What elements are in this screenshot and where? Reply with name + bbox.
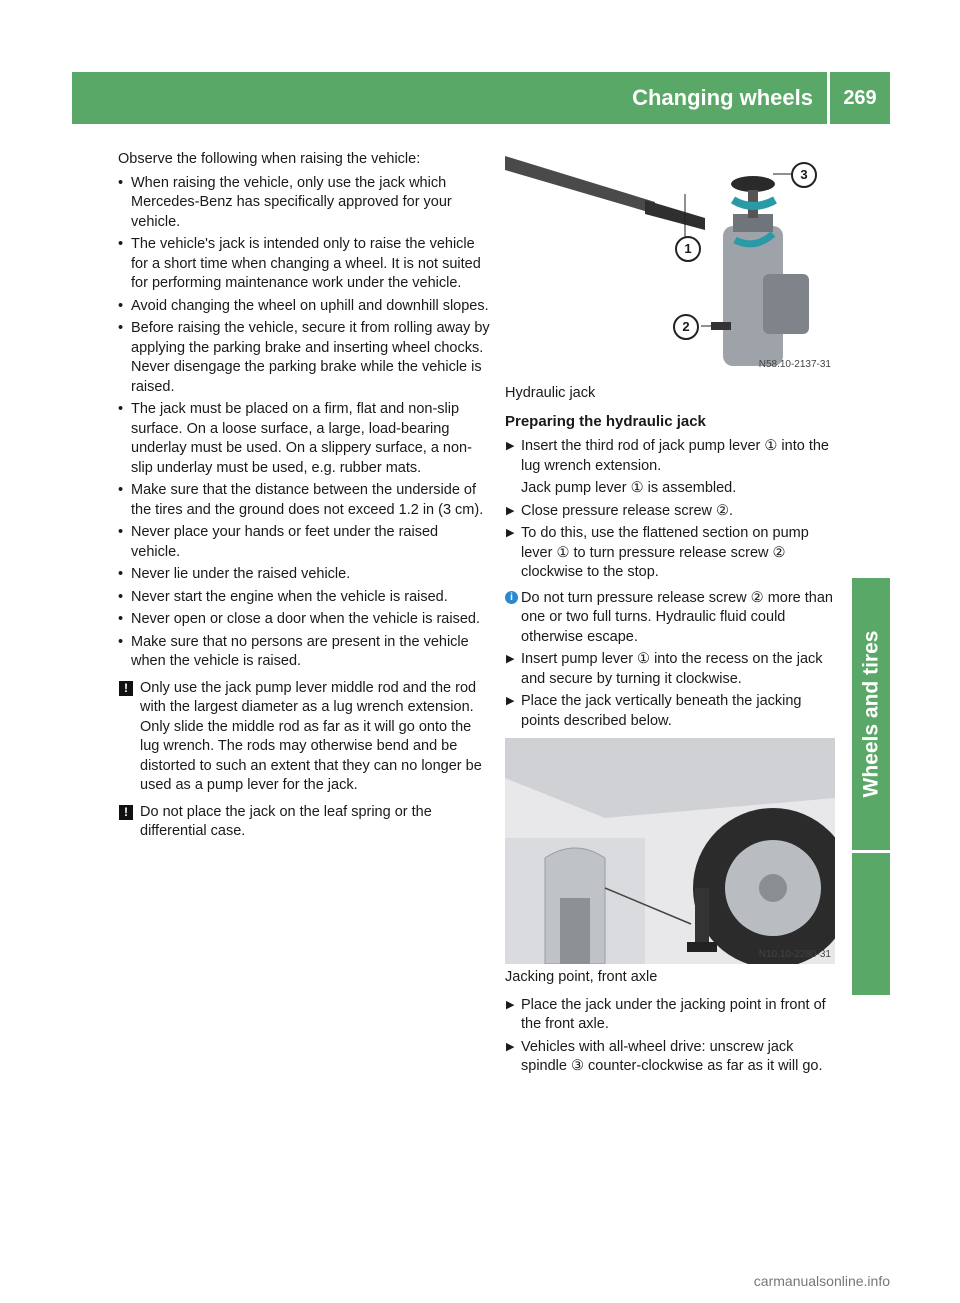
right-column [505,384,835,734]
action-step [505,996,835,1035]
jacking-point-figure [505,738,835,964]
hydraulic-jack-illustration [505,154,835,374]
action-step [505,437,835,476]
action-step [505,524,835,583]
arrow-icon: ▶ [506,998,515,1011]
chapter-tab-label: Wheels and tires [859,630,883,798]
hydraulic-jack-figure [505,154,835,374]
arrow-icon: ▶ [506,695,515,707]
warning-text: Do not place the jack on the leaf spring or the differential case. [140,803,432,839]
page-header [72,72,890,124]
footer-watermark: carmanualsonline.info [753,1273,890,1289]
jacking-point-illustration [505,738,835,964]
list-item: • Never start the engine when the vehicle is raised. [118,588,490,608]
action-step [505,692,835,731]
step-text: To do this, use the flattened section on pump lever ① to turn pressure release screw ② clockwise to the stop. [521,525,809,580]
callout-1: 1 [675,236,701,262]
chapter-tab-marker [852,853,890,995]
warning-note [118,679,490,796]
action-step [505,502,835,522]
section-heading: Preparing the hydraulic jack [505,412,706,430]
intro-text: Observe the following when raising the vehicle: [118,151,421,167]
safety-list [118,174,490,672]
figure-caption: Hydraulic jack [505,385,596,401]
step-text: Close pressure release screw ②. [521,502,734,519]
figure-code: N10.10-2280-31 [758,949,831,960]
callout-2: 2 [673,314,699,340]
figure-code: N58.10-2137-31 [758,359,831,370]
arrow-icon: ▶ [506,653,515,665]
arrow-icon: ▶ [506,1040,515,1053]
list-item: • Avoid changing the wheel on uphill and downhill slopes. [118,297,490,317]
chapter-tab [852,578,890,850]
list-item: • When raising the vehicle, only use the jack which Mercedes-Benz has specifically approved for your vehicle. [118,174,490,233]
info-icon: i [505,591,518,604]
step-text: Vehicles with all-wheel drive: unscrew jack spindle ③ counter-clockwise as far as it will go. [521,1038,823,1074]
left-column [118,150,490,842]
step-text: Insert the third rod of jack pump lever ① into the lug wrench extension. [521,438,829,474]
list-item: • Never place your hands or feet under the raised vehicle. [118,523,490,562]
list-item: • Never open or close a door when the vehicle is raised. [118,610,490,630]
page-number: 269 [843,86,877,109]
warning-icon: ! [119,681,133,696]
warning-icon: ! [119,805,133,820]
arrow-icon: ▶ [506,527,515,539]
figure-caption: Jacking point, front axle [505,969,658,985]
list-item: • Make sure that the distance between the underside of the tires and the ground does not exceed 1.2 in (3 cm). [118,481,490,520]
step-result: Jack pump lever ① is assembled. [521,480,737,496]
action-step [505,650,835,689]
list-item: • The jack must be placed on a firm, flat and non-slip surface. On a loose surface, a large, load-bearing underlay must be used. On a slippery surface, a non-slip underlay must be used, e.g. rubber mats. [118,400,490,478]
step-text: Place the jack under the jacking point in front of the front axle. [521,996,826,1032]
step-text: Insert pump lever ① into the recess on the jack and secure by turning it clockwise. [521,651,823,687]
action-step [505,1038,835,1077]
step-text: Place the jack vertically beneath the jacking points described below. [521,693,802,729]
callout-3: 3 [791,162,817,188]
right-column-lower [505,968,835,1080]
warning-note [118,803,490,842]
warning-text: Only use the jack pump lever middle rod and the rod with the largest diameter as a lug wrench extension. Only slide the middle rod as far as it will go onto the lug wrench. The rods may otherwise bend and be distorted to such an extent that they can no longer be used as a pump lever for the jack. [140,679,482,793]
list-item: • Make sure that no persons are present in the vehicle when the vehicle is raised. [118,633,490,672]
arrow-icon: ▶ [506,504,515,517]
list-item: • Never lie under the raised vehicle. [118,565,490,585]
info-note [505,589,835,648]
arrow-icon: ▶ [506,440,515,452]
list-item: • Before raising the vehicle, secure it from rolling away by applying the parking brake and inserting wheel chocks. Never disengage the parking brake while the vehicle is raised. [118,319,490,397]
list-item: • The vehicle's jack is intended only to raise the vehicle for a short time when changing a wheel. It is not suited for performing maintenance work under the vehicle. [118,235,490,294]
section-title: Changing wheels [632,85,813,110]
info-text: Do not turn pressure release screw ② more than one or two full turns. Hydraulic fluid could otherwise escape. [521,589,833,645]
